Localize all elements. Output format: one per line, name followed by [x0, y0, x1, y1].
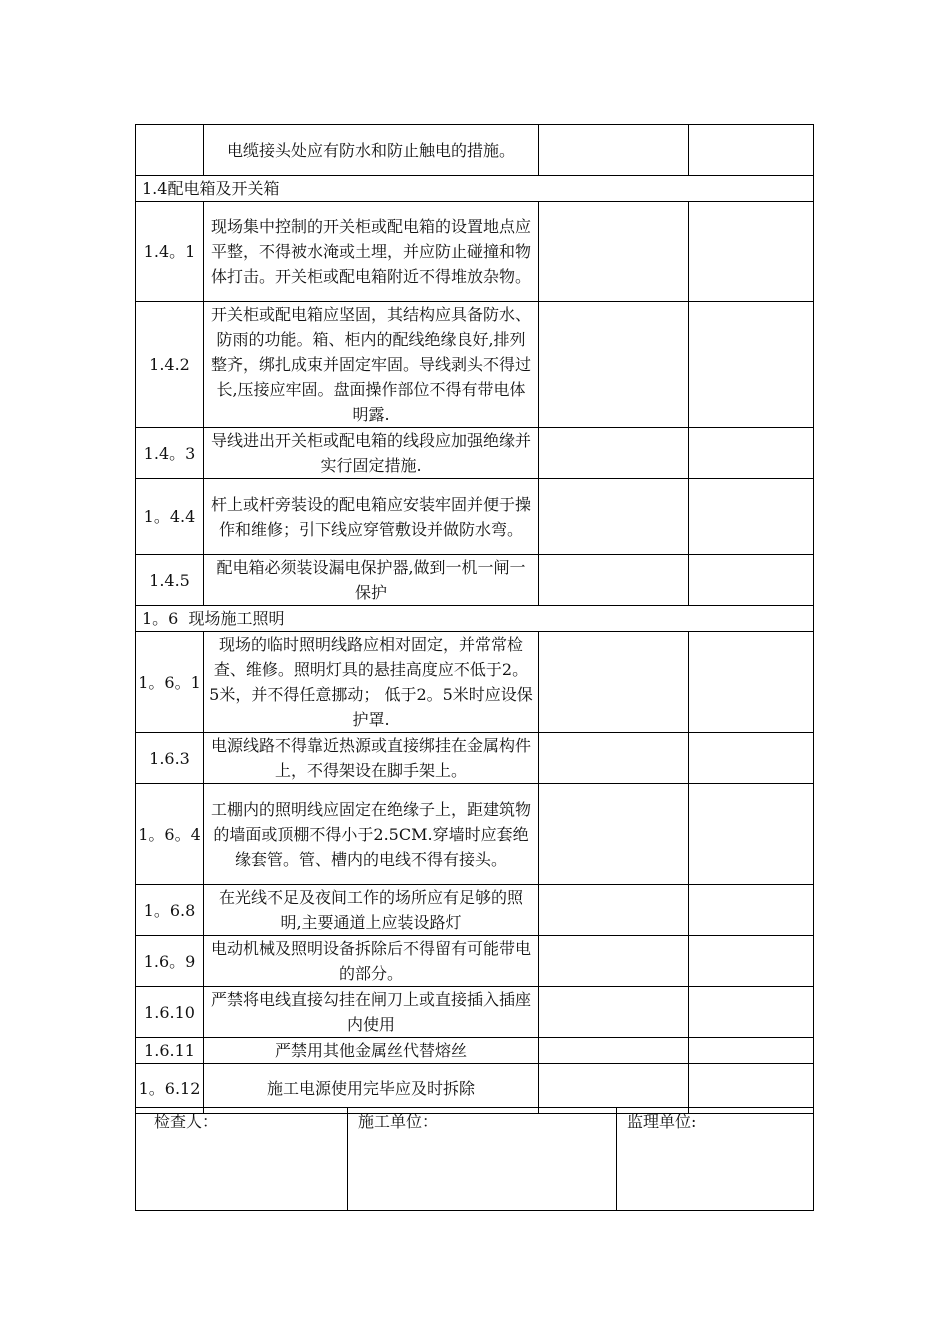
- item-content: 开关柜或配电箱应坚固，其结构应具备防水、防雨的功能。箱、柜内的配线绝缘良好,排列整齐，绑扎成束并固定牢固。导线剥头不得过长,压接应牢固。盘面操作部位不得有带电体明露.: [204, 302, 539, 428]
- inspector-label: 检查人：: [136, 1108, 348, 1211]
- item-number: 1。6.8: [136, 885, 204, 936]
- blank-cell: [689, 1064, 814, 1114]
- table-row: [136, 885, 814, 936]
- blank-cell: [539, 125, 689, 176]
- blank-cell: [689, 733, 814, 784]
- blank-cell: [539, 479, 689, 555]
- table-row: [136, 632, 814, 733]
- item-number: 1.4.2: [136, 302, 204, 428]
- blank-cell: [689, 479, 814, 555]
- blank-cell: [689, 784, 814, 885]
- item-number: 1.6.3: [136, 733, 204, 784]
- table-row: [136, 987, 814, 1038]
- item-content: 导线进出开关柜或配电箱的线段应加强绝缘并实行固定措施.: [204, 428, 539, 479]
- table-row: [136, 302, 814, 428]
- blank-cell: [539, 1038, 689, 1064]
- item-content: 电源线路不得靠近热源或直接绑挂在金属构件上，不得架设在脚手架上。: [204, 733, 539, 784]
- table-row: [136, 202, 814, 302]
- section-title: 1。6 现场施工照明: [136, 606, 814, 632]
- item-number: 1。6。1: [136, 632, 204, 733]
- item-number: 1.6.11: [136, 1038, 204, 1064]
- blank-cell: [539, 784, 689, 885]
- contractor-label: 施工单位：: [348, 1108, 617, 1211]
- signature-table: [135, 1107, 814, 1211]
- table-row: [136, 936, 814, 987]
- item-number: 1.4。3: [136, 428, 204, 479]
- item-content: 现场的临时照明线路应相对固定，并常常检查、维修。照明灯具的悬挂高度应不低于2。5米，并不得任意挪动； 低于2。5米时应设保护罩.: [204, 632, 539, 733]
- blank-cell: [539, 987, 689, 1038]
- item-content: 在光线不足及夜间工作的场所应有足够的照明,主要通道上应装设路灯: [204, 885, 539, 936]
- supervisor-label: 监理单位:: [617, 1108, 814, 1211]
- blank-cell: [689, 555, 814, 606]
- blank-cell: [689, 125, 814, 176]
- blank-cell: [689, 936, 814, 987]
- item-content: 杆上或杆旁装设的配电箱应安装牢固并便于操作和维修；引下线应穿管敷设并做防水弯。: [204, 479, 539, 555]
- inspection-table: [135, 124, 814, 1114]
- item-number: [136, 125, 204, 176]
- blank-cell: [689, 428, 814, 479]
- item-content: 施工电源使用完毕应及时拆除: [204, 1064, 539, 1114]
- blank-cell: [539, 428, 689, 479]
- blank-cell: [689, 987, 814, 1038]
- item-content: 严禁将电线直接勾挂在闸刀上或直接插入插座内使用: [204, 987, 539, 1038]
- blank-cell: [539, 1064, 689, 1114]
- blank-cell: [689, 302, 814, 428]
- section-title: 1.4配电箱及开关箱: [136, 176, 814, 202]
- item-number: 1.6.10: [136, 987, 204, 1038]
- blank-cell: [539, 733, 689, 784]
- table-row: [136, 1064, 814, 1114]
- item-number: 1.4.5: [136, 555, 204, 606]
- item-content: 现场集中控制的开关柜或配电箱的设置地点应平整，不得被水淹或土埋，并应防止碰撞和物体打击。开关柜或配电箱附近不得堆放杂物。: [204, 202, 539, 302]
- table-row: [136, 125, 814, 176]
- table-row: [136, 428, 814, 479]
- section-row: [136, 176, 814, 202]
- table-row: [136, 1038, 814, 1064]
- blank-cell: [539, 632, 689, 733]
- item-number: 1.4。1: [136, 202, 204, 302]
- item-number: 1.6。9: [136, 936, 204, 987]
- item-number: 1。6.12: [136, 1064, 204, 1114]
- item-content: 电动机械及照明设备拆除后不得留有可能带电的部分。: [204, 936, 539, 987]
- item-content: 严禁用其他金属丝代替熔丝: [204, 1038, 539, 1064]
- table-row: [136, 784, 814, 885]
- item-content: 电缆接头处应有防水和防止触电的措施。: [204, 125, 539, 176]
- blank-cell: [539, 202, 689, 302]
- item-number: 1。4.4: [136, 479, 204, 555]
- item-number: 1。6。4: [136, 784, 204, 885]
- blank-cell: [539, 302, 689, 428]
- table-row: [136, 479, 814, 555]
- item-content: 配电箱必须装设漏电保护器,做到一机一闸一保护: [204, 555, 539, 606]
- table-row: [136, 733, 814, 784]
- section-row: [136, 606, 814, 632]
- blank-cell: [689, 632, 814, 733]
- blank-cell: [689, 1038, 814, 1064]
- blank-cell: [689, 885, 814, 936]
- item-content: 工棚内的照明线应固定在绝缘子上，距建筑物的墙面或顶棚不得小于2.5CM.穿墙时应套绝缘套管。管、槽内的电线不得有接头。: [204, 784, 539, 885]
- blank-cell: [689, 202, 814, 302]
- blank-cell: [539, 555, 689, 606]
- blank-cell: [539, 885, 689, 936]
- blank-cell: [539, 936, 689, 987]
- table-row: [136, 555, 814, 606]
